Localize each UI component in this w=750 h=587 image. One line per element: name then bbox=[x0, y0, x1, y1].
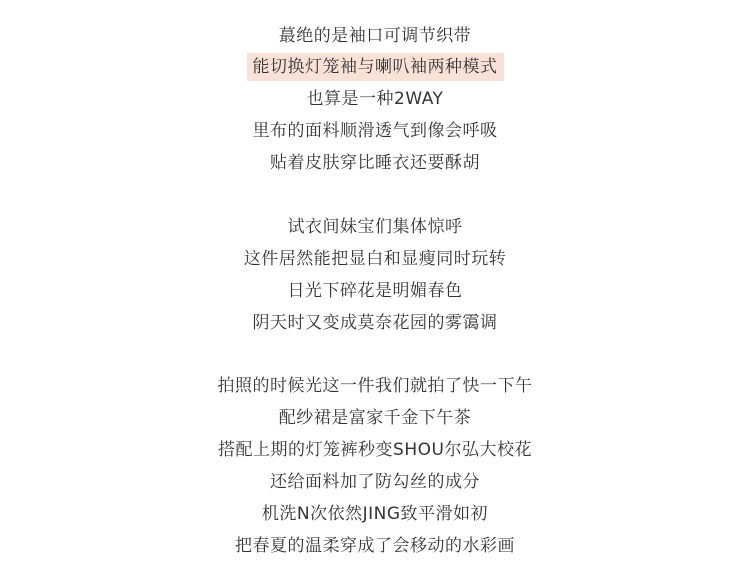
text-line-content: 日光下碎花是明媚春色 bbox=[287, 281, 463, 301]
text-line bbox=[0, 500, 750, 528]
text-line bbox=[0, 372, 750, 400]
text-line-content: 里布的面料顺滑透气到像会呼吸 bbox=[252, 121, 498, 141]
text-line-content: 能切换灯笼袖与喇叭袖两种模式 bbox=[247, 53, 504, 81]
text-line bbox=[0, 213, 750, 241]
text-line bbox=[0, 22, 750, 50]
text-line bbox=[0, 277, 750, 305]
text-line-content: 也算是一种2WAY bbox=[306, 89, 444, 109]
text-line-content: 阴天时又变成莫奈花园的雾霭调 bbox=[252, 313, 498, 333]
text-line-content: 拍照的时候光这一件我们就拍了快一下午 bbox=[217, 376, 533, 396]
text-line bbox=[0, 85, 750, 113]
text-line bbox=[0, 149, 750, 177]
text-line-content: 配纱裙是富家千金下午茶 bbox=[278, 408, 472, 428]
text-line-content: 搭配上期的灯笼裤秒变SHOU尔弘大校花 bbox=[218, 440, 532, 460]
text-line bbox=[0, 404, 750, 432]
text-line-content: 机洗N次依然JING致平滑如初 bbox=[261, 504, 489, 524]
text-line bbox=[0, 117, 750, 145]
text-line bbox=[0, 245, 750, 273]
text-line-content: 贴着皮肤穿比睡衣还要酥胡 bbox=[270, 153, 480, 173]
text-line bbox=[0, 309, 750, 337]
highlighted-text-line bbox=[0, 53, 750, 81]
text-line bbox=[0, 468, 750, 496]
text-line-content: 把春夏的温柔穿成了会移动的水彩画 bbox=[235, 536, 515, 556]
text-line bbox=[0, 532, 750, 560]
text-line-content: 这件居然能把显白和显瘦同时玩转 bbox=[243, 249, 507, 269]
text-line-content: 试衣间妹宝们集体惊呼 bbox=[287, 217, 463, 237]
text-line-content: 蕞绝的是袖口可调节织带 bbox=[278, 26, 472, 46]
text-line bbox=[0, 436, 750, 464]
text-line-content: 还给面料加了防勾丝的成分 bbox=[270, 472, 480, 492]
